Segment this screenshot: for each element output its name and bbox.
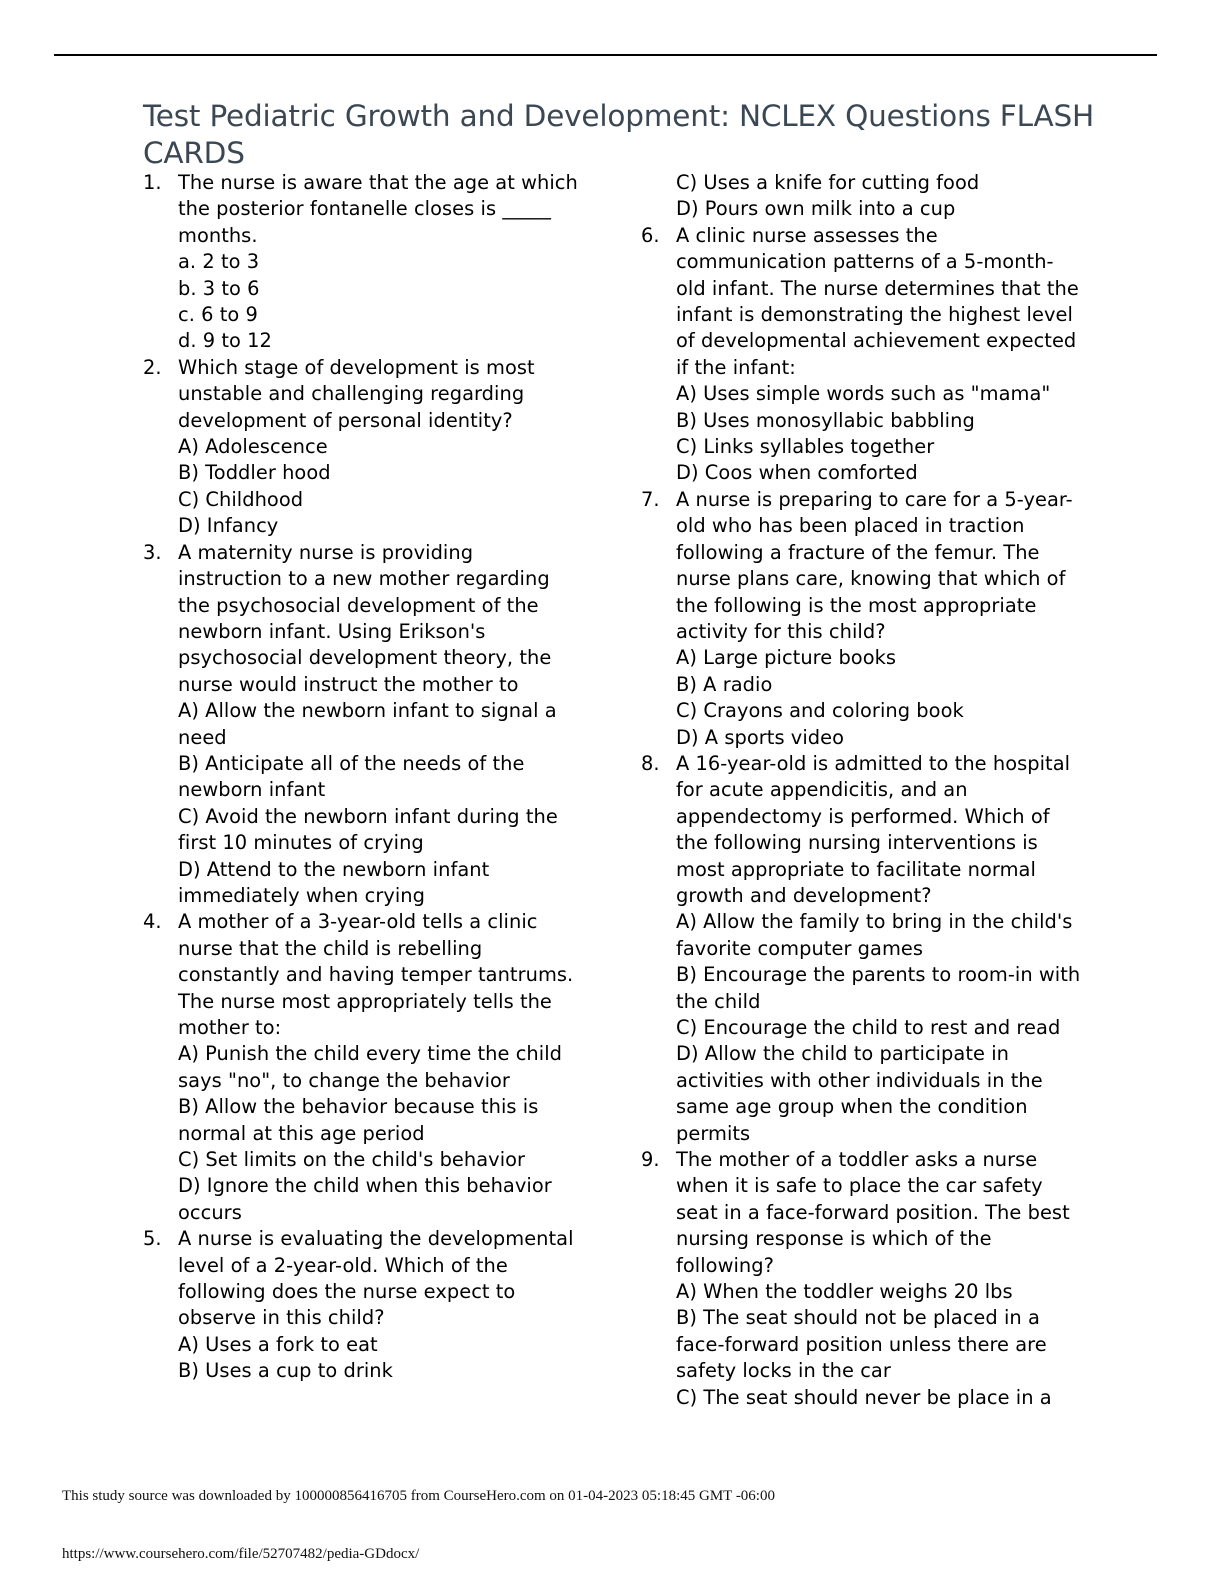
answer-option: D) Pours own milk into a cup — [676, 197, 956, 221]
answer-option: D) Coos when comforted — [676, 461, 918, 485]
answer-option: B) Encourage the parents to room-in with the child — [676, 963, 1081, 1013]
question-item — [641, 751, 1081, 1147]
question-item — [143, 1226, 578, 1384]
answer-option: C) Uses a knife for cutting food — [676, 171, 980, 194]
question-item — [641, 487, 1081, 751]
question-number: 8. — [641, 751, 660, 775]
answer-option: A) Allow the family to bring in the child's favorite computer games — [676, 910, 1073, 960]
question-item — [641, 1147, 1081, 1411]
answer-option: d. 9 to 12 — [178, 329, 272, 353]
answer-option: A) Adolescence — [178, 435, 328, 459]
answer-option: B) Anticipate all of the needs of the newborn infant — [178, 751, 525, 802]
question-number: 4. — [143, 910, 162, 934]
answer-option: D) Ignore the child when this behavior occurs — [178, 1174, 552, 1224]
answer-option: A) Allow the newborn infant to signal a need — [178, 699, 557, 749]
answer-option: D) A sports video — [676, 725, 845, 749]
answer-option: c. 6 to 9 — [178, 303, 258, 327]
question-number: 3. — [143, 540, 162, 564]
question-text: A 16-year-old is admitted to the hospital for acute appendicitis, and an appendectomy is performed. Which of the following nursing interventions is most appropriate to facilitate normal growth and development? — [676, 751, 1071, 907]
question-number: 5. — [143, 1227, 162, 1251]
question-text: The nurse is aware that the age at which the posterior fontanelle closes is _____ months. — [178, 171, 578, 247]
question-item — [143, 170, 578, 355]
answer-option: B) The seat should not be placed in a face-forward position unless there are safety locks in the car — [676, 1306, 1047, 1383]
answer-option: C) Set limits on the child's behavior — [178, 1148, 526, 1172]
top-rule — [54, 54, 1157, 56]
answer-option: B) A radio — [676, 672, 773, 696]
answer-option: C) Childhood — [178, 487, 304, 511]
answer-option: A) Large picture books — [676, 646, 897, 670]
answer-option: B) Uses monosyllabic babbling — [676, 408, 975, 432]
right-column — [641, 170, 1081, 1411]
question-text: Which stage of development is most unstable and challenging regarding development of personal identity? — [178, 355, 535, 432]
answer-option: b. 3 to 6 — [178, 276, 260, 300]
source-url: https://www.coursehero.com/file/52707482/pedia-GDdocx/ — [62, 1546, 420, 1562]
answer-option: D) Allow the child to participate in activities with other individuals in the same age group when the condition permits — [676, 1042, 1043, 1145]
answer-option: A) Uses simple words such as "mama" — [676, 382, 1051, 406]
question-text: A clinic nurse assesses the communication patterns of a 5-month-old infant. The nurse determines that the infant is demonstrating the highest level of developmental achievement expected if the infant: — [676, 223, 1079, 379]
question-text: A nurse is preparing to care for a 5-year-old who has been placed in traction following a fracture of the femur. The nurse plans care, knowing that which of the following is the most appropriate activity for this child? — [676, 487, 1073, 643]
question-item — [641, 223, 1081, 487]
answer-option: C) Avoid the newborn infant during the first 10 minutes of crying — [178, 804, 558, 855]
question-number: 6. — [641, 223, 660, 247]
answer-option: C) The seat should never be place in a — [676, 1385, 1052, 1409]
answer-option: D) Attend to the newborn infant immediately when crying — [178, 857, 490, 907]
question-item — [143, 355, 578, 540]
question-number: 7. — [641, 487, 660, 511]
answer-option: B) Uses a cup to drink — [178, 1359, 393, 1383]
question-text: A mother of a 3-year-old tells a clinic nurse that the child is rebelling constantly and having temper tantrums. The nurse most appropriately tells the mother to: — [178, 910, 574, 1039]
answer-option: A) Uses a fork to eat — [178, 1332, 378, 1356]
answer-option: C) Crayons and coloring book — [676, 699, 964, 723]
answer-option: C) Links syllables together — [676, 435, 935, 459]
question-text: A maternity nurse is providing instruction to a new mother regarding the psychosocial development of the newborn infant. Using Erikson's psychosocial development theory, the nurse would instruct the mother to — [178, 540, 552, 696]
question-text: The mother of a toddler asks a nurse when it is safe to place the car safety seat in a face-forward position. The best nursing response is which of the following? — [676, 1148, 1070, 1277]
question-text: A nurse is evaluating the developmental level of a 2-year-old. Which of the following does the nurse expect to observe in this child? — [178, 1227, 574, 1330]
question-item — [143, 540, 578, 910]
left-column — [143, 170, 578, 1385]
question-number: 9. — [641, 1148, 660, 1172]
answer-option: B) Allow the behavior because this is normal at this age period — [178, 1095, 539, 1145]
question-item — [143, 909, 578, 1226]
question-number: 2. — [143, 355, 162, 379]
answer-option: C) Encourage the child to rest and read — [676, 1016, 1061, 1039]
page-title: Test Pediatric Growth and Development: NCLEX Questions FLASH CARDS — [143, 99, 1094, 170]
answer-option: A) Punish the child every time the child says "no", to change the behavior — [178, 1042, 562, 1092]
answer-option: D) Infancy — [178, 514, 279, 538]
download-source-note: This study source was downloaded by 100000856416705 from CourseHero.com on 01-04-2023 05:18:45 GMT -06:00 — [62, 1488, 775, 1504]
question-number: 1. — [143, 171, 162, 194]
answer-option: A) When the toddler weighs 20 lbs — [676, 1280, 1013, 1304]
answer-option: B) Toddler hood — [178, 461, 331, 485]
answer-option: a. 2 to 3 — [178, 250, 260, 274]
